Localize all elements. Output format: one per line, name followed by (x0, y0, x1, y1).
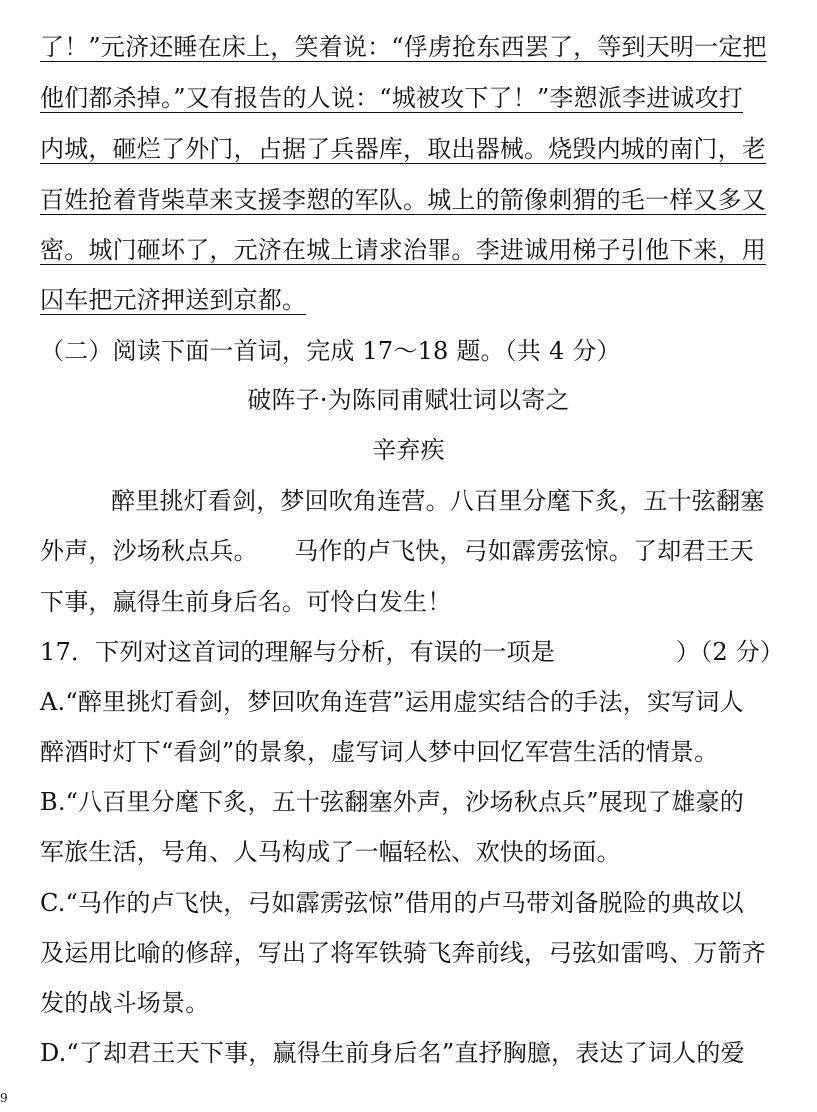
option-b-line-1: B.“八百里分麾下炙，五十弦翻塞外声，沙场秋点兵”展现了雄豪的 (40, 788, 745, 816)
option-a-line-1: A.“醉里挑灯看剑，梦回吹角连营”运用虚实结合的手法，实写词人 (40, 688, 744, 716)
option-a-line-2: 醉酒时灯下“看剑”的景象，虚写词人梦中回忆军营生活的情景。 (40, 738, 719, 766)
page-number: 9 (0, 1091, 8, 1105)
option-c-line-3: 发的战斗场景。 (40, 989, 210, 1017)
option-b-line-2: 军旅生活，号角、人马构成了一幅轻松、欢快的场面。 (40, 838, 621, 866)
translation-line-2: 他们都杀掉。”又有报告的人说：“城被攻下了！”李愬派李进诚攻打 (40, 84, 744, 112)
option-c-line-2: 及运用比喻的修辞，写出了将军铁骑飞奔前线，弓弦如雷鸣、万箭齐 (40, 939, 766, 967)
poem-author: 辛弃疾 (372, 436, 445, 464)
translation-line-3: 内城，砸烂了外门，占据了兵器库，取出器械。烧毁内城的南门，老 (40, 135, 766, 163)
translation-line-6: 囚车把元济押送到京都。 (40, 286, 307, 314)
section-header: （二）阅读下面一首词，完成 17～18 题。（共 4 分） (40, 337, 621, 365)
question-17-stem: 17．下列对这首词的理解与分析，有误的一项是 ）（2 分） (40, 638, 785, 666)
translation-line-1: 了！”元济还睡在床上，笑着说：“俘虏抢东西罢了，等到天明一定把 (40, 33, 767, 61)
translation-line-4: 百姓抢着背柴草来支援李愬的军队。城上的箭像刺猬的毛一样又多又 (40, 186, 766, 214)
option-c-line-1: C.“马作的卢飞快，弓如霹雳弦惊”借用的卢马带刘备脱险的典故以 (40, 889, 744, 917)
poem-title: 破阵子·为陈同甫赋壮词以寄之 (247, 386, 570, 414)
option-d-line-1: D.“了却君王天下事，赢得生前身后名”直抒胸臆，表达了词人的爱 (40, 1039, 745, 1067)
translation-line-5: 密。城门砸坏了，元济在城上请求治罪。李进诚用梯子引他下来，用 (40, 236, 766, 264)
poem-line-2: 外声，沙场秋点兵。 马作的卢飞快，弓如霹雳弦惊。了却君王天 (40, 537, 754, 565)
poem-line-3: 下事，赢得生前身后名。可怜白发生！ (40, 588, 452, 616)
poem-line-1: 醉里挑灯看剑，梦回吹角连营。八百里分麾下炙，五十弦翻塞 (111, 487, 765, 515)
